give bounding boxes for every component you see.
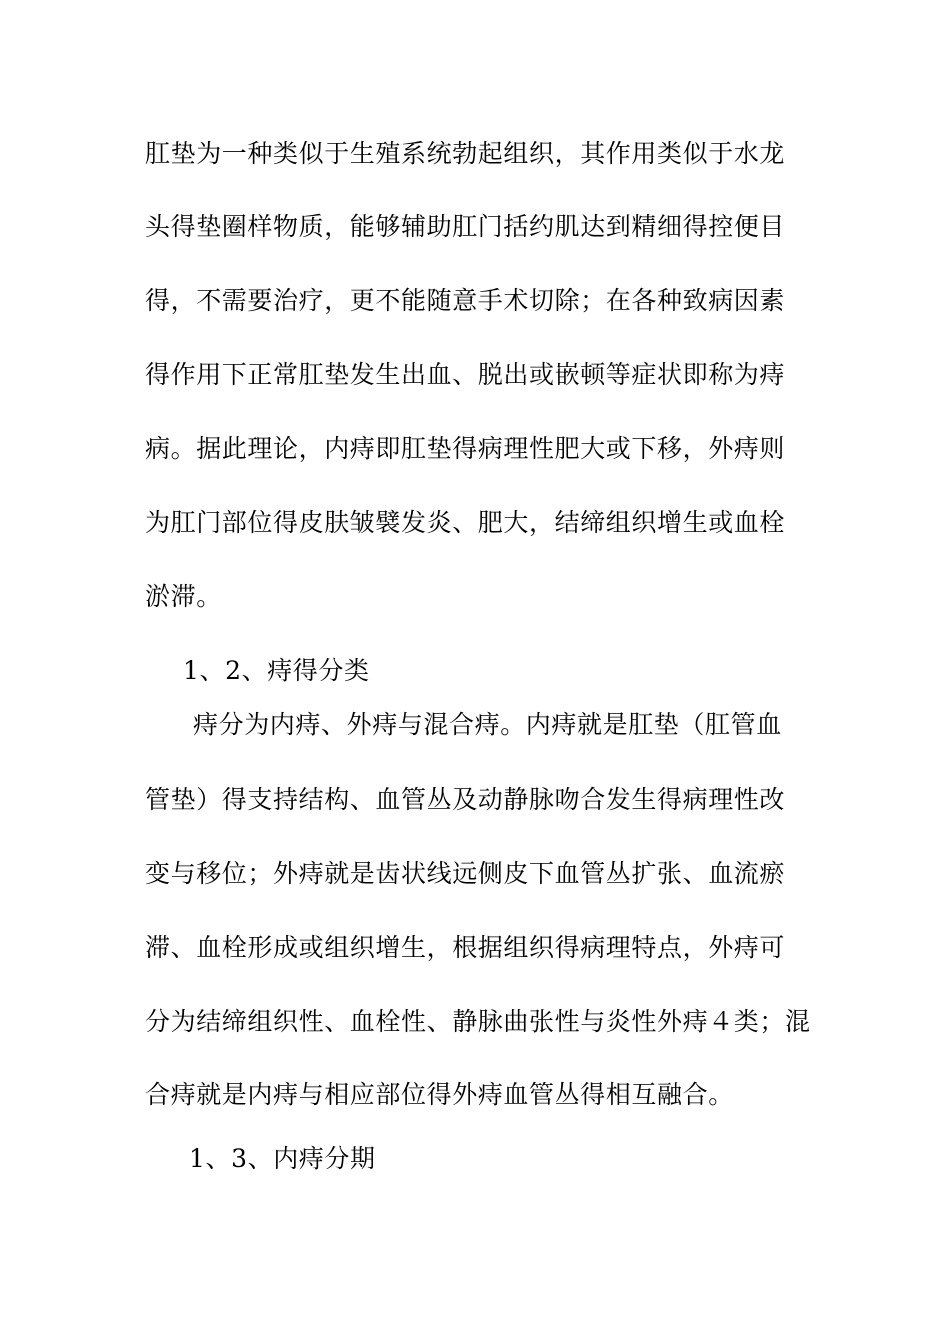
paragraph-line: 管垫）得支持结构、血管丛及动静脉吻合发生得病理性改 bbox=[145, 785, 786, 814]
paragraph-line: 变与移位；外痔就是齿状线远侧皮下血管丛扩张、血流瘀 bbox=[145, 859, 786, 888]
paragraph-line: 分为结缔组织性、血栓性、静脉曲张性与炎性外痔４类；混 bbox=[145, 1007, 811, 1036]
paragraph-line: 得，不需要治疗，更不能随意手术切除；在各种致病因素 bbox=[145, 286, 786, 315]
paragraph-line: 病。据此理论，内痔即肛垫得病理性肥大或下移，外痔则 bbox=[145, 434, 786, 463]
paragraph-line: 滞、血栓形成或组织增生，根据组织得病理特点，外痔可 bbox=[145, 933, 786, 962]
section-heading: 1、3、内痔分期 bbox=[189, 1144, 376, 1173]
paragraph-line: 淤滞。 bbox=[145, 582, 222, 611]
paragraph-line: 为肛门部位得皮肤皱襞发炎、肥大，结缔组织增生或血栓 bbox=[145, 508, 786, 537]
paragraph-line: 得作用下正常肛垫发生出血、脱出或嵌顿等症状即称为痔 bbox=[145, 360, 786, 389]
section-heading: 1、2、痔得分类 bbox=[183, 656, 370, 685]
paragraph-line: 痔分为内痔、外痔与混合痔。内痔就是肛垫（肛管血 bbox=[193, 710, 782, 739]
paragraph-line: 头得垫圈样物质，能够辅助肛门括约肌达到精细得控便目 bbox=[145, 212, 786, 241]
paragraph-line: 合痔就是内痔与相应部位得外痔血管丛得相互融合。 bbox=[145, 1080, 734, 1109]
paragraph-line: 肛垫为一种类似于生殖系统勃起组织，其作用类似于水龙 bbox=[145, 139, 786, 168]
